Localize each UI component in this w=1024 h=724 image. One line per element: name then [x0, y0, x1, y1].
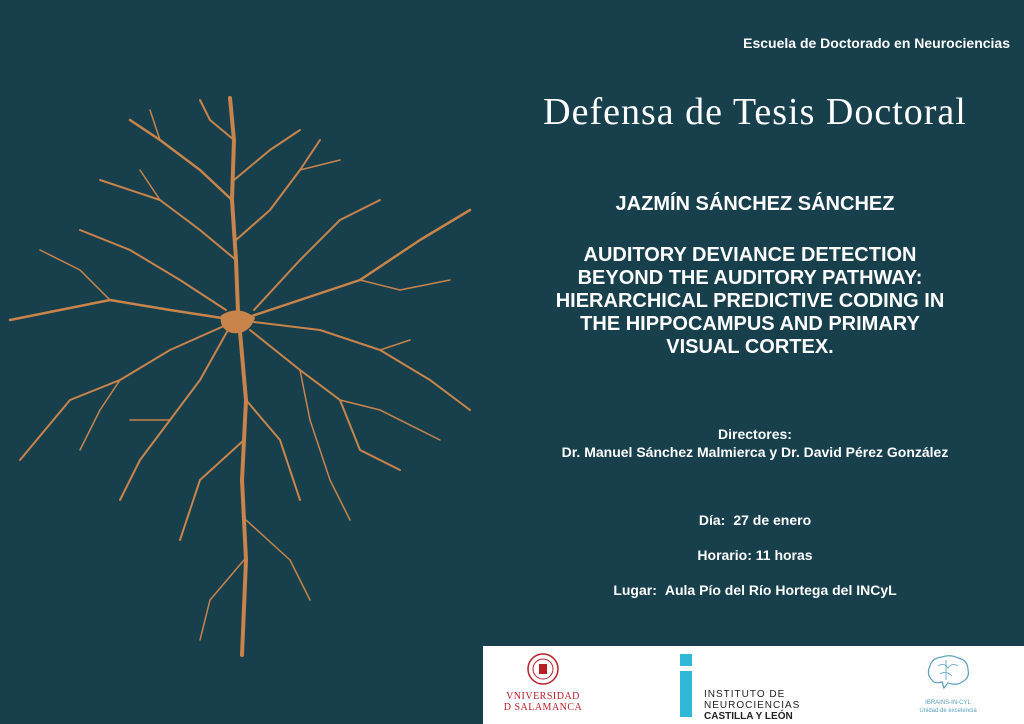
- page-title: Defensa de Tesis Doctoral: [543, 91, 967, 133]
- brain-line2: Unidad de excelencia: [919, 708, 977, 714]
- school-name: Escuela de Doctorado en Neurociencias: [743, 35, 1010, 51]
- day-label: Día:: [698, 512, 726, 528]
- time-label: Horario:: [697, 547, 752, 563]
- time-value: 11 horas: [755, 547, 813, 563]
- thesis-line: AUDITORY DEVIANCE DETECTION: [583, 244, 917, 266]
- incyl-line3: CASTILLA Y LEÓN: [704, 711, 793, 722]
- usal-line2: D SALAMANCA: [503, 702, 583, 713]
- brain-icon: [922, 652, 974, 694]
- university-seal-icon: [526, 652, 560, 686]
- day-value: 27 de enero: [733, 512, 812, 528]
- usal-line1: VNIVERSIDAD: [506, 691, 580, 702]
- place-row: [490, 582, 1020, 598]
- thesis-line: VISUAL CORTEX.: [666, 336, 834, 358]
- directors-label: Directores:: [718, 426, 792, 442]
- incyl-i-icon: [680, 654, 692, 666]
- incyl-line2: NEUROCIENCIAS: [704, 700, 801, 711]
- place-value: Aula Pío del Río Hortega del INCyL: [664, 582, 897, 598]
- brain-line1: IBRAINS-IN-CYL: [925, 700, 971, 706]
- candidate-name: JAZMÍN SÁNCHEZ SÁNCHEZ: [615, 193, 895, 215]
- usal-logo: [503, 652, 583, 713]
- time-row: [490, 547, 1020, 563]
- incyl-logo: [680, 651, 820, 722]
- thesis-line: HIERARCHICAL PREDICTIVE CODING IN: [555, 290, 945, 312]
- logo-strip: [483, 646, 1024, 724]
- place-label: Lugar:: [613, 582, 657, 598]
- directors-block: [490, 425, 1020, 461]
- ibrains-logo: [903, 652, 993, 715]
- thesis-line: BEYOND THE AUDITORY PATHWAY:: [577, 267, 923, 289]
- day-row: [490, 512, 1020, 528]
- incyl-line1: INSTITUTO DE: [704, 689, 786, 700]
- thesis-title: [500, 244, 1000, 359]
- neuron-illustration: [0, 80, 500, 680]
- directors-names: Dr. Manuel Sánchez Malmierca y Dr. David Pérez González: [561, 444, 949, 460]
- thesis-line: THE HIPPOCAMPUS AND PRIMARY: [580, 313, 920, 335]
